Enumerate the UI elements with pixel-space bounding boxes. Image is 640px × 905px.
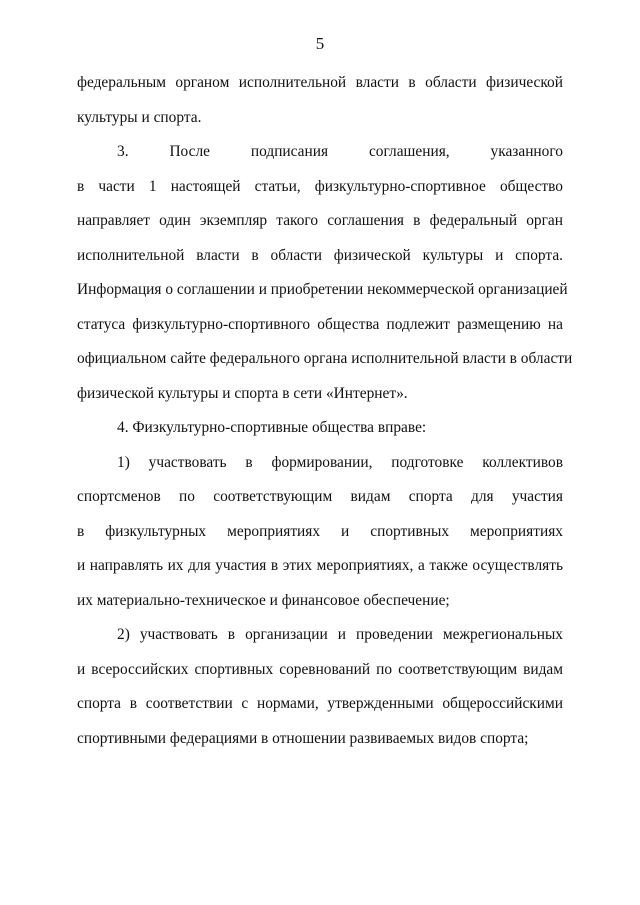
text-line: и всероссийских спортивных соревнований по соответствующим видам <box>77 660 563 678</box>
text-line: спортсменов по соответствующим видам спорта для участия <box>77 488 563 505</box>
text-line: в физкультурных мероприятиях и спортивных мероприятиях <box>77 522 563 540</box>
text-line: Информация о соглашении и приобретении некоммерческой организацией <box>77 281 568 298</box>
text-line: физической культуры и спорта в сети «Интернет». <box>77 384 408 402</box>
text-line: исполнительной власти в области физической культуры и спорта. <box>77 246 563 264</box>
document-body <box>77 66 573 756</box>
text-line: федеральным органом исполнительной власти в области физической <box>77 74 563 91</box>
text-line: 2) участвовать в организации и проведении межрегиональных <box>117 626 563 643</box>
text-line: в части 1 настоящей статьи, физкультурно-спортивное общество <box>77 177 563 195</box>
page-number: 5 <box>315 34 325 53</box>
text-line: официальном сайте федерального органа исполнительной власти в области <box>77 350 573 367</box>
text-line: направляет один экземпляр такого соглашения в федеральный орган <box>77 212 563 229</box>
text-line: 4. Физкультурно-спортивные общества вправе: <box>117 419 427 436</box>
text-line: спорта в соответствии с нормами, утвержденными общероссийскими <box>77 695 563 712</box>
text-line: 1) участвовать в формировании, подготовке коллективов <box>117 453 563 471</box>
text-line: культуры и спорта. <box>77 108 202 126</box>
text-line: 3. После подписания соглашения, указанного <box>117 143 563 160</box>
text-line: спортивными федерациями в отношении развиваемых видов спорта; <box>77 729 529 747</box>
text-line: их материально-техническое и финансовое обеспечение; <box>77 591 450 609</box>
text-line: статуса физкультурно-спортивного общества подлежит размещению на <box>77 315 563 333</box>
text-line: и направлять их для участия в этих мероприятиях, а также осуществлять <box>77 557 563 574</box>
